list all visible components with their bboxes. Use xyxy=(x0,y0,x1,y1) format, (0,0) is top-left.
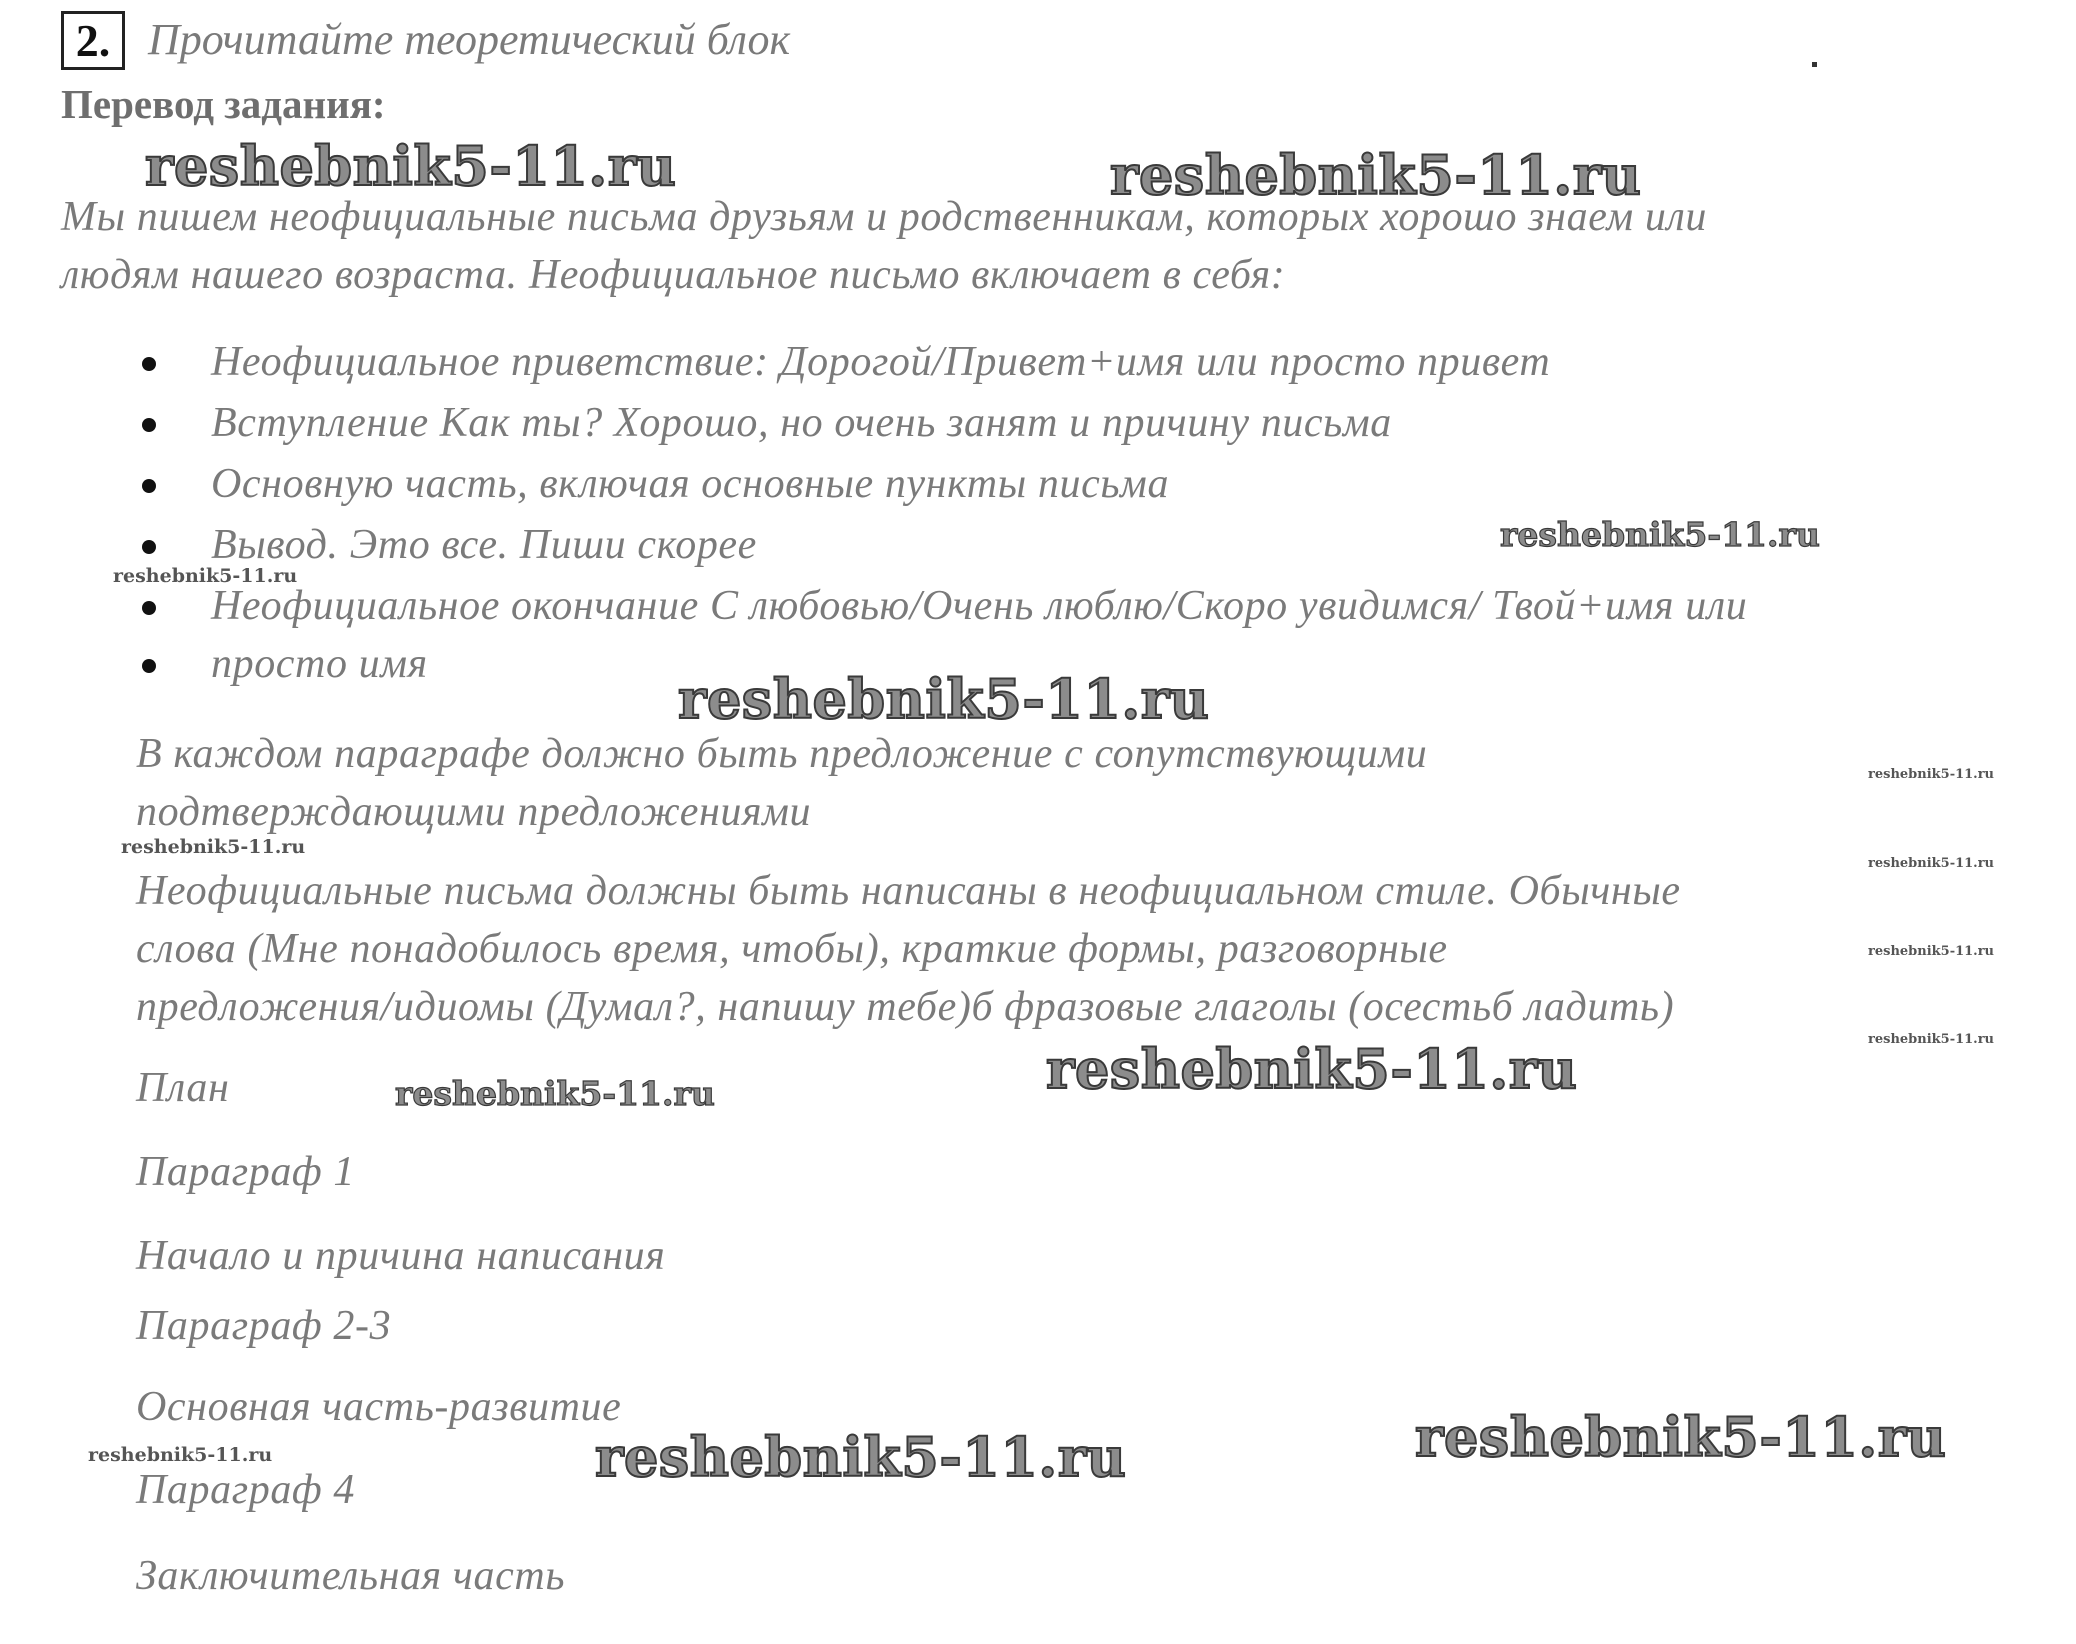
intro-line-1: Мы пишем неофициальные письма друзьям и родственникам, которых хорошо знаем или xyxy=(61,194,1708,240)
watermark: reshebnik5-11.ru xyxy=(678,667,1210,731)
watermark: reshebnik5-11.ru xyxy=(1415,1405,1947,1469)
watermark: reshebnik5-11.ru xyxy=(113,565,298,587)
watermark: reshebnik5-11.ru xyxy=(1868,856,1995,871)
plan-title: План xyxy=(136,1065,230,1111)
style-note-line-2: слова (Мне понадобилось время, чтобы), краткие формы, разговорные xyxy=(136,926,1448,972)
list-item: Вывод. Это все. Пиши скорее xyxy=(140,516,1747,574)
style-note xyxy=(136,862,1681,1036)
plan-paragraph-1-desc: Начало и причина написания xyxy=(136,1233,666,1279)
watermark: reshebnik5-11.ru xyxy=(1110,143,1642,207)
list-item: Неофициальное приветствие: Дорогой/Привет+имя или просто привет xyxy=(140,333,1747,391)
watermark: reshebnik5-11.ru xyxy=(395,1074,715,1113)
list-item: Основную часть, включая основные пункты письма xyxy=(140,455,1747,513)
paragraph-requirement-line-2: подтверждающими предложениями xyxy=(136,789,812,835)
translation-heading: Перевод задания: xyxy=(61,81,386,127)
paragraph-requirement-line-1: В каждом параграфе должно быть предложение с сопутствующими xyxy=(136,731,1428,777)
intro-line-2: людям нашего возраста. Неофициальное письмо включает в себя: xyxy=(61,252,1286,298)
list-item: Вступление Как ты? Хорошо, но очень занят и причину письма xyxy=(140,394,1747,452)
watermark: reshebnik5-11.ru xyxy=(1868,767,1995,782)
plan-paragraph-2-3-desc: Основная часть-развитие xyxy=(136,1384,622,1430)
plan-paragraph-4-title: Параграф 4 xyxy=(136,1467,356,1513)
plan-paragraph-1-title: Параграф 1 xyxy=(136,1149,356,1195)
style-note-line-3: предложения/идиомы (Думал?, напишу тебе)б фразовые глаголы (осестьб ладить) xyxy=(136,984,1675,1030)
list-item-continuation-text: просто имя xyxy=(211,641,428,687)
watermark: reshebnik5-11.ru xyxy=(1868,944,1995,959)
task-number-box: 2. xyxy=(61,11,125,70)
watermark: reshebnik5-11.ru xyxy=(1500,515,1820,554)
watermark: reshebnik5-11.ru xyxy=(1046,1037,1578,1101)
stray-mark xyxy=(1812,62,1817,67)
plan-paragraph-2-3-title: Параграф 2-3 xyxy=(136,1303,392,1349)
watermark: reshebnik5-11.ru xyxy=(1868,1032,1995,1047)
plan-paragraph-4-desc: Заключительная часть xyxy=(136,1553,566,1599)
watermark: reshebnik5-11.ru xyxy=(121,836,306,858)
paragraph-requirement xyxy=(136,725,1427,841)
style-note-line-1: Неофициальные письма должны быть написаны в неофициальном стиле. Обычные xyxy=(136,868,1681,914)
watermark: reshebnik5-11.ru xyxy=(145,134,677,198)
watermark: reshebnik5-11.ru xyxy=(88,1444,273,1466)
task-instruction: Прочитайте теоретический блок xyxy=(148,15,791,64)
watermark: reshebnik5-11.ru xyxy=(595,1425,1127,1489)
list-item: Неофициальное окончание С любовью/Очень люблю/Скоро увидимся/ Твой+имя или xyxy=(140,577,1747,635)
letter-structure-list xyxy=(140,333,1747,693)
